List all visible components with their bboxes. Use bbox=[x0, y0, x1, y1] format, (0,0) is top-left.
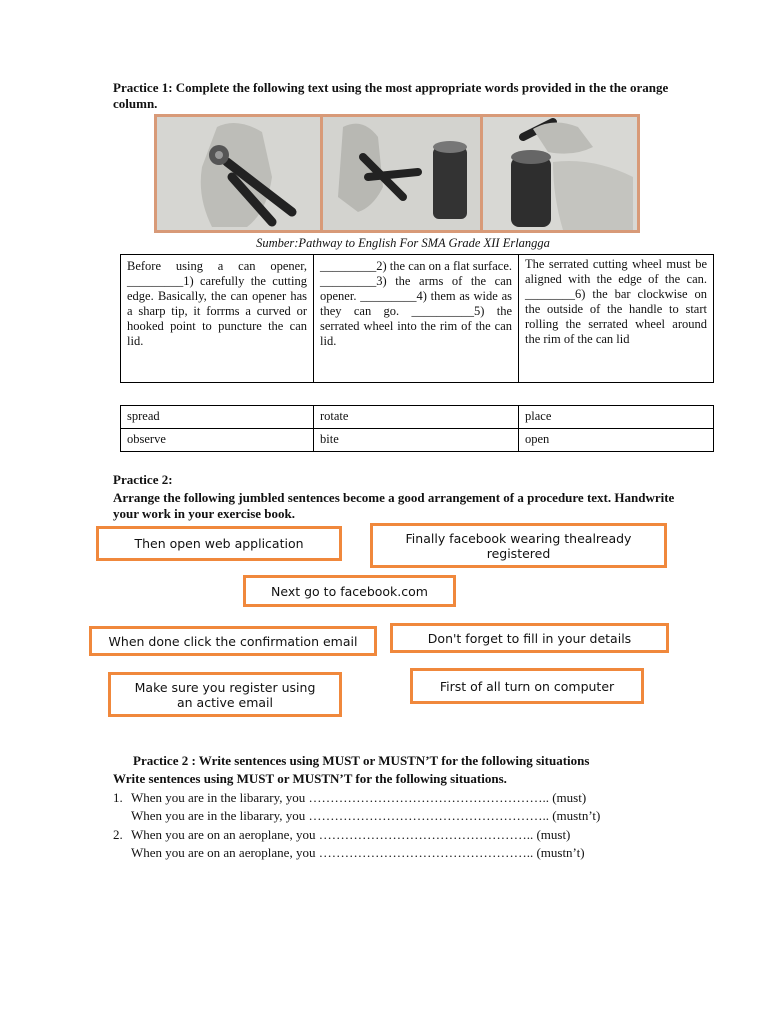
procedure-paragraph-1: Before using a can opener, _________1) carefully the cutting edge. Basically, the can opener has a sharp tip, it forrms a curved or hooked point to puncture the can lid. bbox=[121, 255, 314, 383]
photo-hand-holding-opener bbox=[157, 117, 320, 230]
mustnt-sentence: When you are in the libarary, you ……………………………………………….. (mustn’t) bbox=[131, 808, 601, 823]
jumbled-sentence-box: Next go to facebook.com bbox=[243, 575, 456, 607]
photo-cutting-can bbox=[483, 117, 637, 230]
practice2-instruction: Arrange the following jumbled sentences become a good arrangement of a procedure text. Handwrite your work in your exercise book. bbox=[113, 490, 675, 521]
practice3-title: Practice 2 : Write sentences using MUST or MUSTN’T for the following situations bbox=[133, 753, 590, 768]
option-word: spread bbox=[121, 406, 314, 429]
option-word: open bbox=[519, 429, 714, 452]
practice1-title: Practice 1: Complete the following text using the most appropriate words provided in the the orange column. bbox=[113, 80, 669, 111]
option-word: place bbox=[519, 406, 714, 429]
jumbled-sentence-box: First of all turn on computer bbox=[410, 668, 644, 704]
image-source-caption: Sumber:Pathway to English For SMA Grade XII Erlangga bbox=[256, 236, 550, 250]
jumbled-sentence-box: When done click the confirmation email bbox=[89, 626, 377, 656]
jumbled-sentence-box: Don't forget to fill in your details bbox=[390, 623, 669, 653]
jumbled-sentence-box: Finally facebook wearing thealready registered bbox=[370, 523, 667, 568]
can-opener-photos bbox=[154, 114, 640, 233]
jumbled-sentence-box: Make sure you register using an active email bbox=[108, 672, 342, 717]
option-word: bite bbox=[314, 429, 519, 452]
procedure-paragraph-2: _________2) the can on a flat surface. _________3) the arms of the can opener. _________4) them as wide as they can go. __________5) the serrated wheel into the rim of the can lid. bbox=[314, 255, 519, 383]
procedure-text-table bbox=[120, 254, 714, 383]
must-sentence: When you are in the libarary, you ……………………………………………….. (must) bbox=[131, 790, 587, 805]
photo-opening-arms bbox=[323, 117, 480, 230]
procedure-paragraph-3: The serrated cutting wheel must be aligned with the edge of the can. ________6) the bar clockwise on the outside of the handle to start rolling the serrated wheel around the rim of the can lid bbox=[519, 255, 714, 383]
practice3-subtitle: Write sentences using MUST or MUSTN’T for the following situations. bbox=[113, 771, 507, 786]
option-word: observe bbox=[121, 429, 314, 452]
item-number: 1. bbox=[113, 790, 123, 805]
practice2-title: Practice 2: bbox=[113, 472, 173, 487]
item-number: 2. bbox=[113, 827, 123, 842]
must-sentence: When you are on an aeroplane, you ………………………………………….. (must) bbox=[131, 827, 571, 842]
jumbled-sentence-box: Then open web application bbox=[96, 526, 342, 561]
word-options-table bbox=[120, 405, 714, 452]
mustnt-sentence: When you are on an aeroplane, you ………………………………………….. (mustn’t) bbox=[131, 845, 585, 860]
option-word: rotate bbox=[314, 406, 519, 429]
